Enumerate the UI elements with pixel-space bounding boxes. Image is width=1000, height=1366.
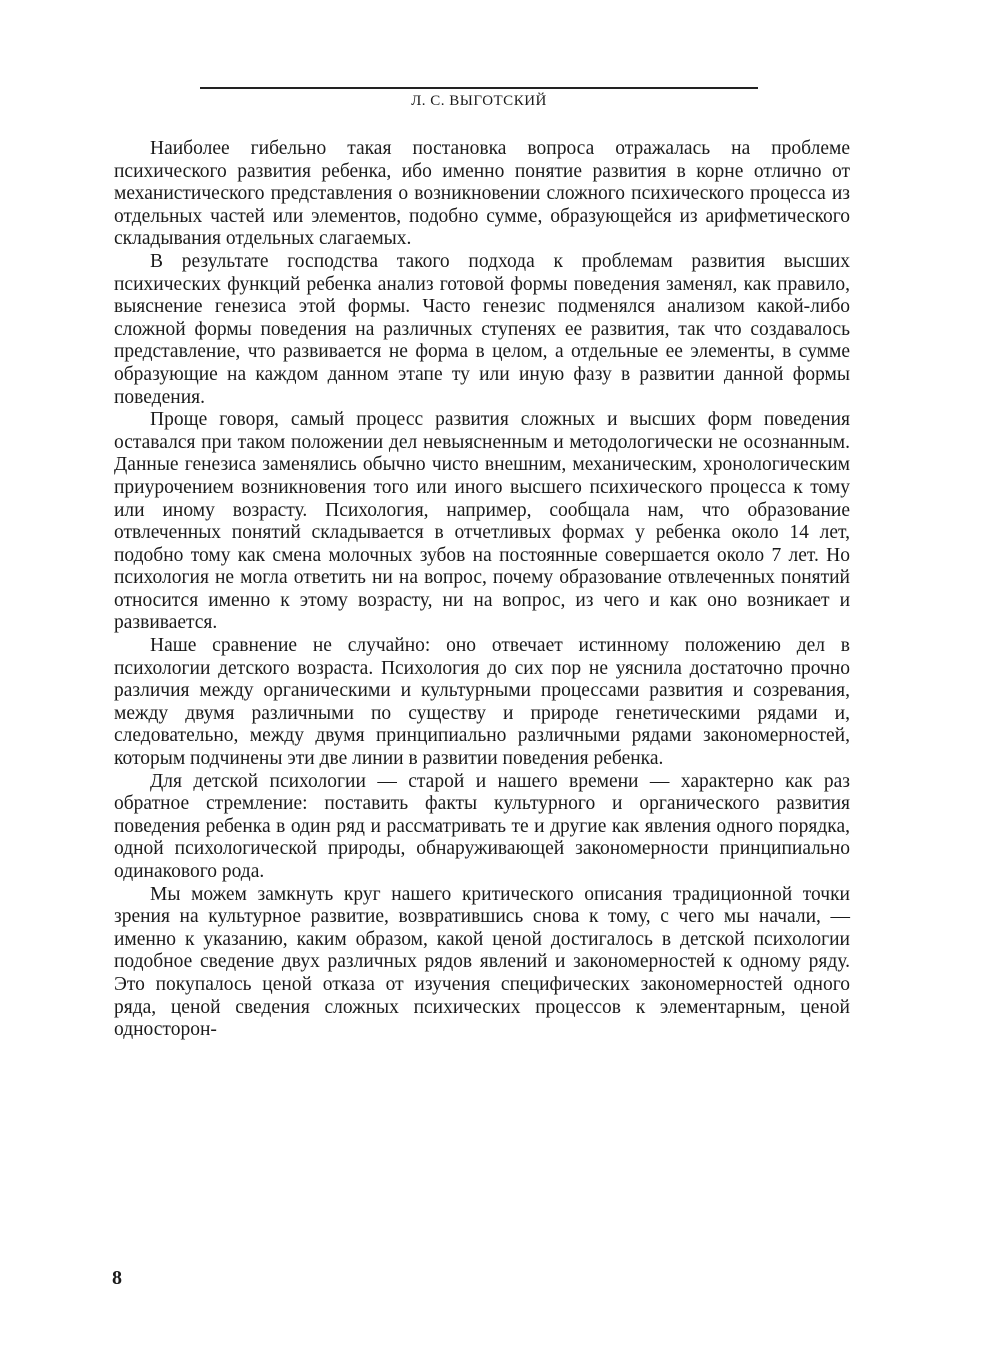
body-text bbox=[114, 138, 850, 1042]
paragraph-2: В результате господства такого подхода к проблемам развития высших психических функций ребенка анализ готовой формы поведения заменял, как правило, выяснение генезиса этой формы. Часто генезис подменялся анализом какой-либо сложной формы поведения на различных ступенях ее развития, так что создавалось представление, что развивается не форма в целом, а отдельные ее элементы, в сумме образующие на каждом данном этапе ту или иную фазу в развитии данной формы поведения. bbox=[114, 250, 850, 408]
paragraph-4: Наше сравнение не случайно: оно отвечает истинному положению дел в психологии детского возраста. Психология до сих пор не уяснила достаточно прочно различия между органическими и культурными процессами развития и созревания, между двумя различными по существу и природе генетическими рядами и, следовательно, между двумя принципиально различными рядами закономерностей, которым подчинены эти две линии в развитии поведения ребенка. bbox=[114, 635, 850, 770]
page-number: 8 bbox=[112, 1267, 122, 1289]
paragraph-5: Для детской психологии — старой и нашего времени — характерно как раз обратное стремление: поставить факты культурного и органического развития поведения ребенка в один ряд и рассматривать те и другие как явления одного порядка, одной психологической природы, обнаруживающей закономерности принципиально одинакового рода. bbox=[114, 770, 850, 882]
paragraph-3: Проще говоря, самый процесс развития сложных и высших форм поведения оставался при таком положении дел невыясненным и методологически не осознанным. Данные генезиса заменялись обычно чисто внешним, механическим, хронологическим приурочением возникновения того или иного высшего психического процесса к тому или иному возрасту. Психология, например, сообщала нам, что образование отвлеченных понятий складывается в отчетливых формах у ребенка около 14 лет, подобно тому как смена молочных зубов на постоянные совершается около 7 лет. Но психология не могла ответить ни на вопрос, почему образование отвлеченных понятий относится именно к этому возрасту, ни на вопрос, из чего и как оно возникает и развивается. bbox=[114, 409, 850, 634]
paragraph-1: Наиболее гибельно такая постановка вопроса отражалась на проблеме психического развития ребенка, ибо именно понятие развития в корне отлично от механистического представления о возникновении сложного психического процесса из отдельных частей или элементов, подобно сумме, образующейся из арифметического складывания отдельных слагаемых. bbox=[114, 138, 850, 250]
running-head: Л. С. ВЫГОТСКИЙ bbox=[411, 93, 547, 109]
paragraph-6: Мы можем замкнуть круг нашего критического описания традиционной точки зрения на культурное развитие, возвратившись снова к тому, с чего мы начали, — именно к указанию, каким образом, какой ценой достигалось в детской психологии подобное сведение двух различных рядов явлений и закономерностей к одному ряду. Это покупалось ценой отказа от изучения специфических закономерностей одного ряда, ценой сведения сложных психических процессов к элементарным, ценой односторон- bbox=[114, 883, 850, 1041]
header-rule bbox=[200, 87, 758, 89]
